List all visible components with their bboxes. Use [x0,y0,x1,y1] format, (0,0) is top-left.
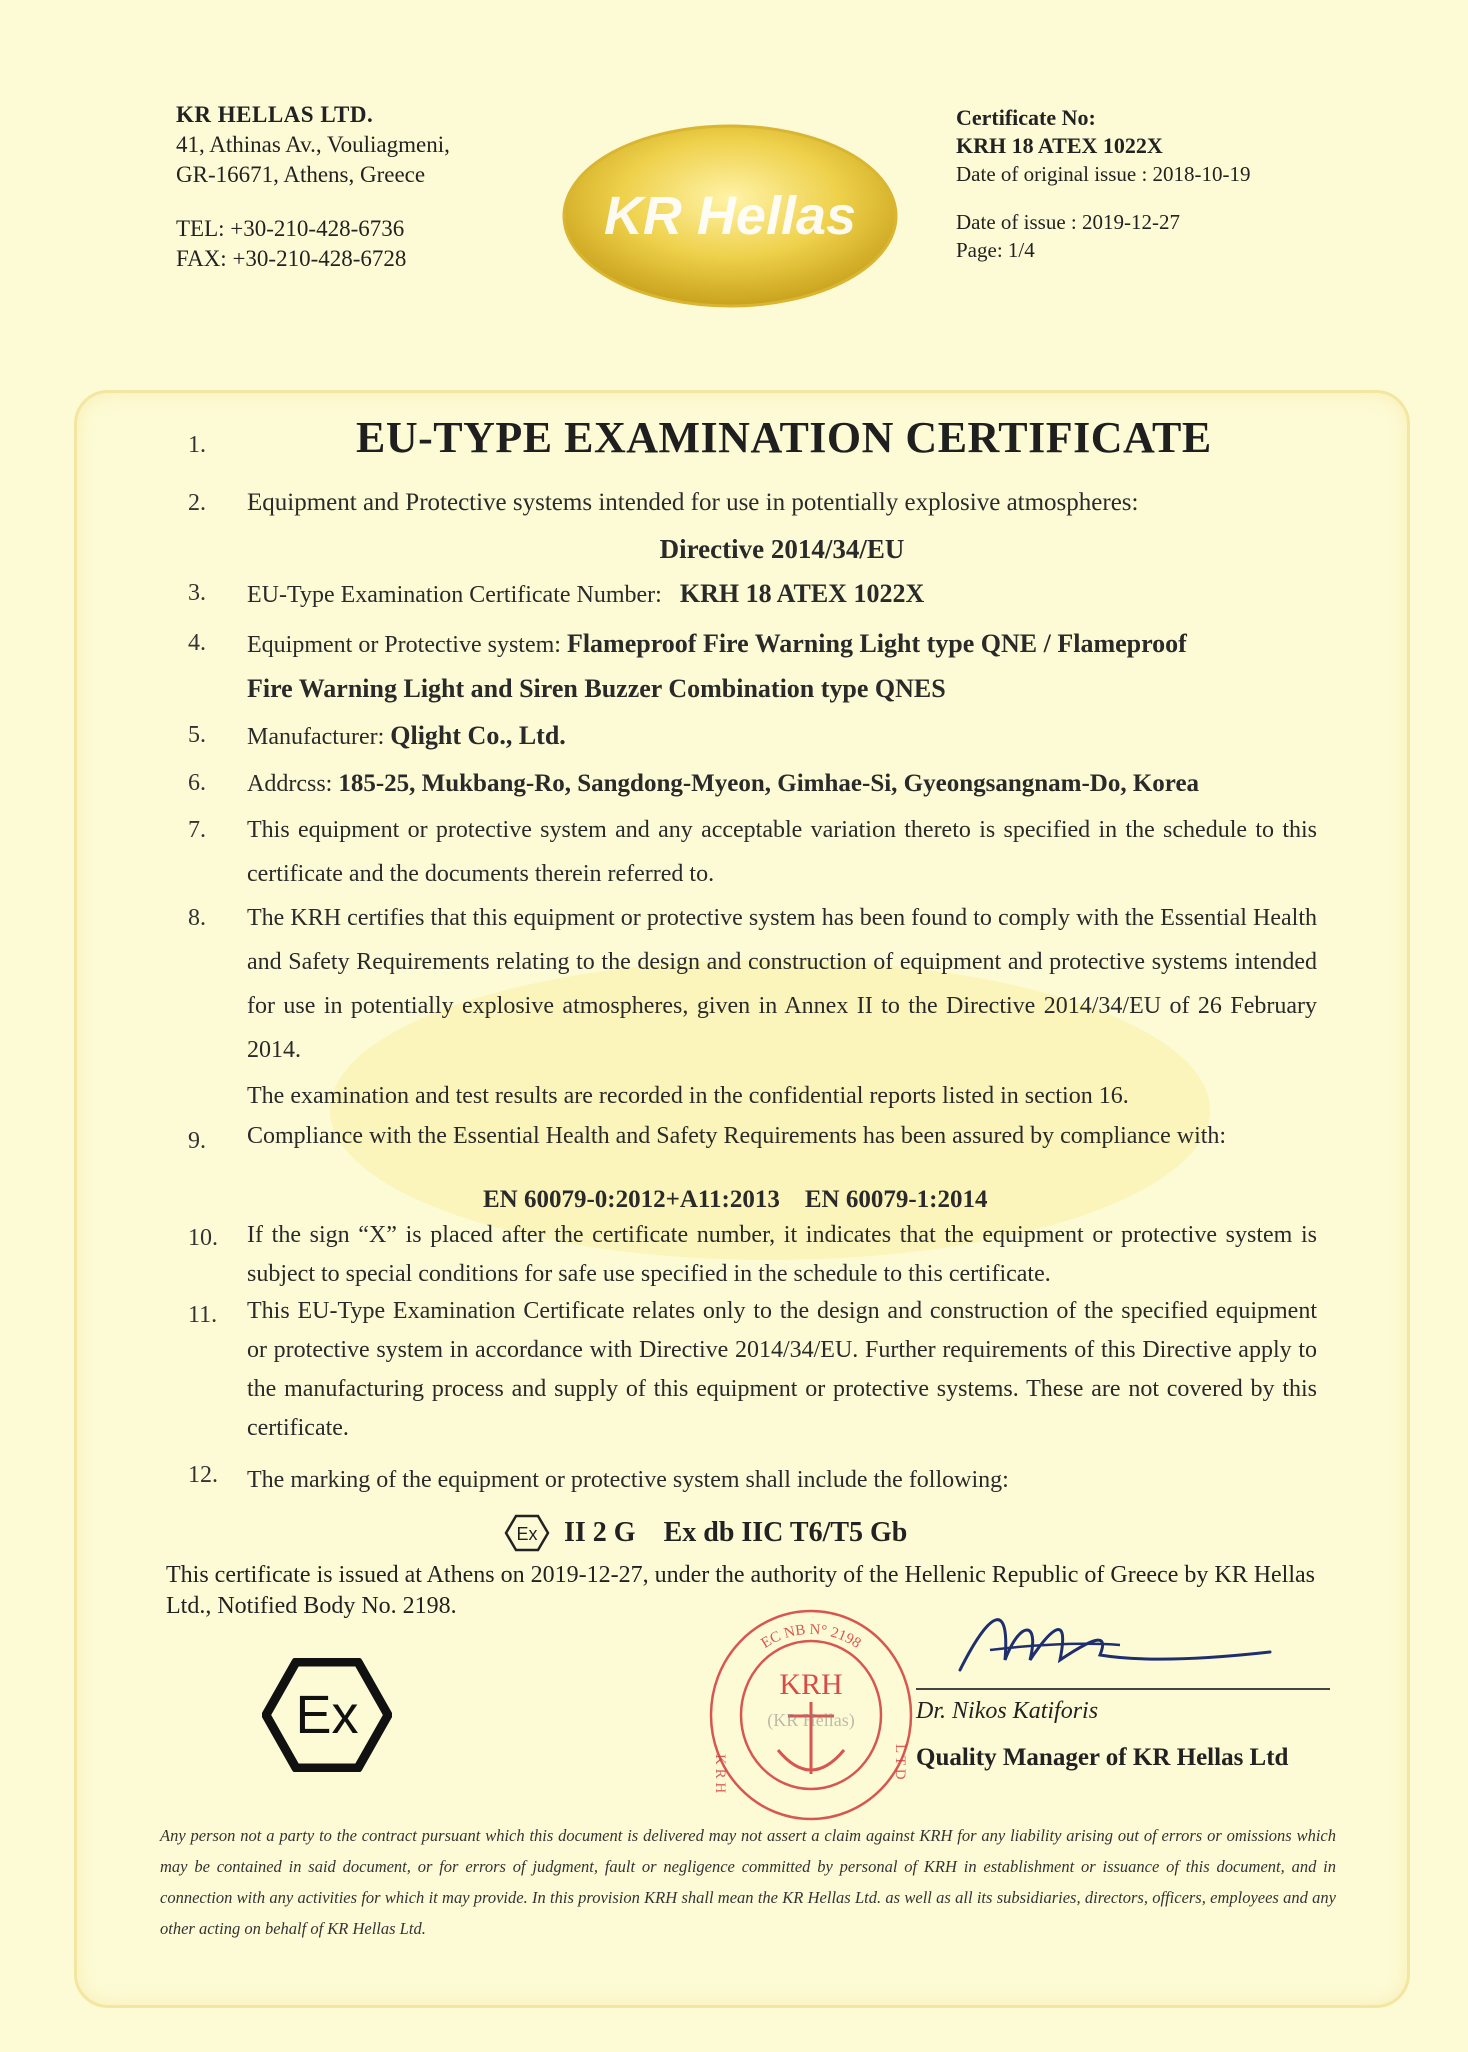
issuer-block [176,100,450,274]
certificate-meta [956,104,1251,264]
item-5-label: Manufacturer: [247,724,385,750]
marking-code: II 2 G Ex db IIC T6/T5 Gb [564,1517,908,1548]
ex-hexagon-logo [262,1658,392,1772]
item-number-5: 5. [188,722,206,748]
item-5-text [247,714,1317,759]
issuer-address-line2: GR-16671, Athens, Greece [176,162,426,187]
item-number-10: 10. [188,1225,218,1251]
item-9-text: Compliance with the Essential Health and Safety Requirements has been assured by compliance with: [247,1123,1227,1149]
item-2-text: Equipment and Protective systems intended for use in potentially explosive atmospheres: [247,489,1139,516]
item-12-text: The marking of the equipment or protective system shall include the following: [247,1467,1009,1493]
issued-statement: This certificate is issued at Athens on 2019-12-27, under the authority of the Hellenic Republic of Greece by KR Hellas Ltd., Notified Body No. 2198. [166,1562,1316,1619]
item-4-value-a: Flameproof Fire Warning Light type QNE / Flameproof [566,629,1187,658]
ex-hexagon-small-icon [504,1514,550,1552]
krh-seal-stamp [700,1604,922,1826]
item-6-label: Addrcss: [247,771,333,797]
item-8-note: The examination and test results are recorded in the confidential reports listed in section 16. [247,1083,1129,1109]
signatory-name: Dr. Nikos Katiforis [916,1698,1099,1724]
svg-text:KRH: KRH [779,1668,843,1701]
item-6-value: 185-25, Mukbang-Ro, Sangdong-Myeon, Gimhae-Si, Gyeongsangnam-Do, Korea [338,770,1200,797]
item-3-value: KRH 18 ATEX 1022X [679,579,925,608]
issue-date: Date of issue : 2019-12-27 [956,210,1180,234]
ex-marking [504,1514,907,1552]
logo-text: KR Hellas [603,186,857,246]
item-number-1: 1. [188,432,206,458]
signatory-title: Quality Manager of KR Hellas Ltd [916,1744,1289,1771]
svg-text:L T D: L T D [892,1744,908,1780]
item-10-text: If the sign “X” is placed after the certificate number, it indicates that the equipment or protective system is subject to special conditions for safe use specified in the schedule to this certificate. [247,1222,1317,1287]
item-number-4: 4. [188,630,206,656]
item-number-6: 6. [188,770,206,796]
item-number-8: 8. [188,905,206,931]
certificate-no-label: Certificate No: [956,105,1096,130]
kr-hellas-logo [560,122,900,310]
directive-heading: Directive 2014/34/EU [659,534,905,564]
item-number-7: 7. [188,817,206,843]
issuer-address-line1: 41, Athinas Av., Vouliagmeni, [176,132,450,157]
svg-text:EC NB N° 2198: EC NB N° 2198 [758,1621,864,1652]
issuer-tel: TEL: +30-210-428-6736 [176,216,405,241]
issuer-name: KR HELLAS LTD. [176,102,374,127]
item-number-12: 12. [188,1462,218,1488]
item-4-value-b: Fire Warning Light and Siren Buzzer Combination type QNES [247,674,946,703]
item-3-text [247,572,1317,617]
item-6-text [247,762,1317,806]
svg-text:(KR Hellas): (KR Hellas) [767,1710,855,1730]
original-issue-date: Date of original issue : 2018-10-19 [956,162,1251,186]
signature [950,1590,1280,1686]
item-5-value: Qlight Co., Ltd. [390,721,566,750]
svg-text:K R H: K R H [712,1754,728,1794]
standards-list: EN 60079-0:2012+A11:2013 EN 60079-1:2014 [483,1186,988,1213]
item-7-text: This equipment or protective system and any acceptable variation thereto is specified in the schedule to this certificate and the documents therein referred to. [247,817,1317,887]
item-4-text [247,622,1317,712]
item-8-text: The KRH certifies that this equipment or protective system has been found to comply with the Essential Health and Safety Requirements relating to the design and construction of equipment and protective systems intended for use in potentially explosive atmospheres, given in Annex II to the Directive 2014/34/EU of 26 February 2014. [247,905,1317,1063]
svg-text:Ex: Ex [516,1524,538,1544]
page-number: Page: 1/4 [956,238,1035,262]
page-title: EU-TYPE EXAMINATION CERTIFICATE [356,413,1212,462]
item-number-2: 2. [188,490,206,516]
certificate-no: KRH 18 ATEX 1022X [956,133,1163,158]
item-number-9: 9. [188,1128,206,1154]
item-4-label: Equipment or Protective system: [247,632,561,658]
liability-disclaimer: Any person not a party to the contract pursuant which this document is delivered may not assert a claim against KRH for any liability arising out of errors or omissions which may be contained in said document, or for errors of judgment, fault or negligence committed by personal of KRH in establishment or issuance of this document, and in connection with any activities for which it may provide. In this provision KRH shall mean the KR Hellas Ltd. as well as all its subsidiaries, directors, officers, employees and any other acting on behalf of KR Hellas Ltd. [160,1826,1336,1938]
item-3-label: EU-Type Examination Certificate Number: [247,582,662,608]
item-11-text: This EU-Type Examination Certificate relates only to the design and construction of the specified equipment or protective system in accordance with Directive 2014/34/EU. Further requirements of this Directive apply to the manufacturing process and supply of this equipment or protective systems. These are not covered by this certificate. [247,1298,1317,1441]
item-number-11: 11. [188,1302,218,1328]
svg-text:Ex: Ex [295,1685,359,1745]
item-number-3: 3. [188,580,206,606]
signature-line [916,1688,1330,1690]
issuer-fax: FAX: +30-210-428-6728 [176,246,407,271]
